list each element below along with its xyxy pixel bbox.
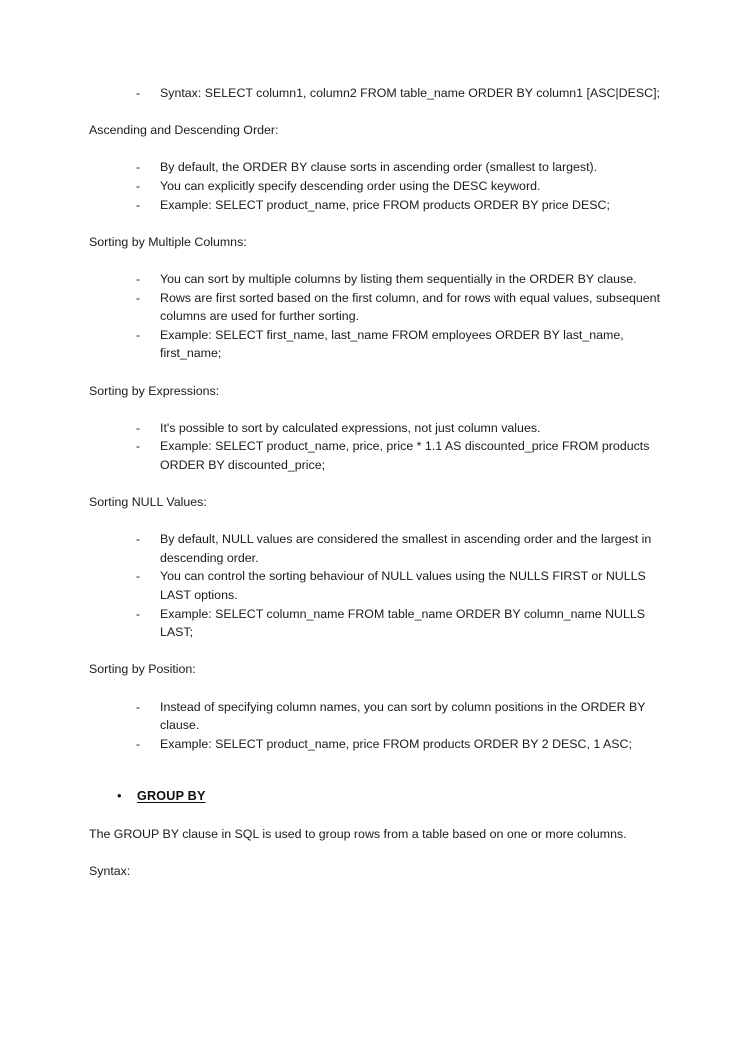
- spacer: [89, 753, 660, 787]
- list-item: [136, 735, 660, 754]
- heading-group-by: GROUP BY: [137, 789, 206, 804]
- list-item-text: Example: SELECT first_name, last_name FROM employees ORDER BY last_name, first_name;: [160, 327, 624, 361]
- list-item-text: Instead of specifying column names, you can sort by column positions in the ORDER BY clause.: [160, 699, 646, 733]
- spacer: [89, 103, 660, 122]
- list-item-text: By default, the ORDER BY clause sorts in ascending order (smallest to largest).: [160, 160, 598, 175]
- spacer: [89, 400, 660, 419]
- dash-bullet-icon: -: [136, 86, 141, 100]
- spacer: [89, 806, 660, 825]
- dash-bullet-icon: -: [136, 327, 141, 342]
- spacer: [89, 679, 660, 698]
- list-group-by-heading: [89, 787, 660, 806]
- list-item-text: Example: SELECT product_name, price, price * 1.1 AS discounted_price FROM products ORDER BY discounted_price;: [160, 439, 650, 472]
- dash-bullet-icon: -: [136, 271, 141, 286]
- spacer: [89, 474, 660, 493]
- list-item: [136, 698, 660, 735]
- list-item: [136, 158, 660, 177]
- list-item-text: Example: SELECT column_name FROM table_name ORDER BY column_name NULLS LAST;: [160, 606, 646, 640]
- section-label-multiple-columns: Sorting by Multiple Columns:: [89, 234, 247, 249]
- list-item: [136, 270, 660, 289]
- list-item-text: Syntax: SELECT column1, column2 FROM table_name ORDER BY column1 [ASC|DESC];: [160, 86, 660, 100]
- section-label-position: Sorting by Position:: [89, 662, 196, 677]
- dash-bullet-icon: -: [136, 736, 141, 751]
- list-multiple-columns: [89, 270, 660, 363]
- paragraph-group-by-description: The GROUP BY clause in SQL is used to group rows from a table based on one or more columns.: [89, 826, 627, 841]
- list-item: [136, 84, 660, 103]
- list-item-text: You can explicitly specify descending order using the DESC keyword.: [160, 178, 541, 193]
- list-item: [136, 419, 660, 438]
- dash-bullet-icon: -: [136, 532, 141, 547]
- spacer: [89, 214, 660, 233]
- list-item: [136, 437, 660, 474]
- section-label-null-values: Sorting NULL Values:: [89, 495, 207, 510]
- list-order-by-syntax: [89, 84, 660, 103]
- spacer: [89, 512, 660, 531]
- dash-bullet-icon: -: [136, 606, 141, 621]
- list-item-text: It's possible to sort by calculated expressions, not just column values.: [160, 420, 541, 435]
- dash-bullet-icon: -: [136, 439, 141, 454]
- list-position: [89, 698, 660, 754]
- disc-bullet-icon: •: [117, 788, 122, 804]
- list-item-text: Example: SELECT product_name, price FROM products ORDER BY price DESC;: [160, 197, 610, 212]
- section-label-ascending-descending: Ascending and Descending Order:: [89, 123, 279, 138]
- list-ascending-descending: [89, 158, 660, 214]
- section-label-group-by-syntax: Syntax:: [89, 863, 131, 878]
- list-item: [136, 530, 660, 567]
- list-null-values: [89, 530, 660, 642]
- dash-bullet-icon: -: [136, 197, 141, 212]
- list-item-text: Example: SELECT product_name, price FROM products ORDER BY 2 DESC, 1 ASC;: [160, 736, 632, 751]
- dash-bullet-icon: -: [136, 290, 141, 305]
- spacer: [89, 843, 660, 862]
- dash-bullet-icon: -: [136, 178, 141, 193]
- list-item-text: You can sort by multiple columns by listing them sequentially in the ORDER BY clause.: [160, 271, 637, 286]
- list-item-text: Rows are first sorted based on the first column, and for rows with equal values, subsequent columns are used for further sorting.: [160, 290, 661, 324]
- list-item: [136, 196, 660, 215]
- list-item: [136, 289, 660, 326]
- list-item: [136, 605, 660, 642]
- list-item: [136, 567, 660, 604]
- dash-bullet-icon: -: [136, 699, 141, 714]
- dash-bullet-icon: -: [136, 569, 141, 584]
- dash-bullet-icon: -: [136, 420, 141, 435]
- document-body: [89, 84, 660, 880]
- spacer: [89, 642, 660, 661]
- section-label-expressions: Sorting by Expressions:: [89, 383, 220, 398]
- list-expressions: [89, 419, 660, 475]
- list-item: [117, 787, 660, 806]
- spacer: [89, 251, 660, 270]
- dash-bullet-icon: -: [136, 160, 141, 175]
- list-item: [136, 326, 660, 363]
- spacer: [89, 363, 660, 382]
- list-item: [136, 177, 660, 196]
- list-item-text: You can control the sorting behaviour of NULL values using the NULLS FIRST or NULLS LAST options.: [160, 569, 646, 603]
- spacer: [89, 140, 660, 159]
- list-item-text: By default, NULL values are considered the smallest in ascending order and the largest in descending order.: [160, 532, 652, 565]
